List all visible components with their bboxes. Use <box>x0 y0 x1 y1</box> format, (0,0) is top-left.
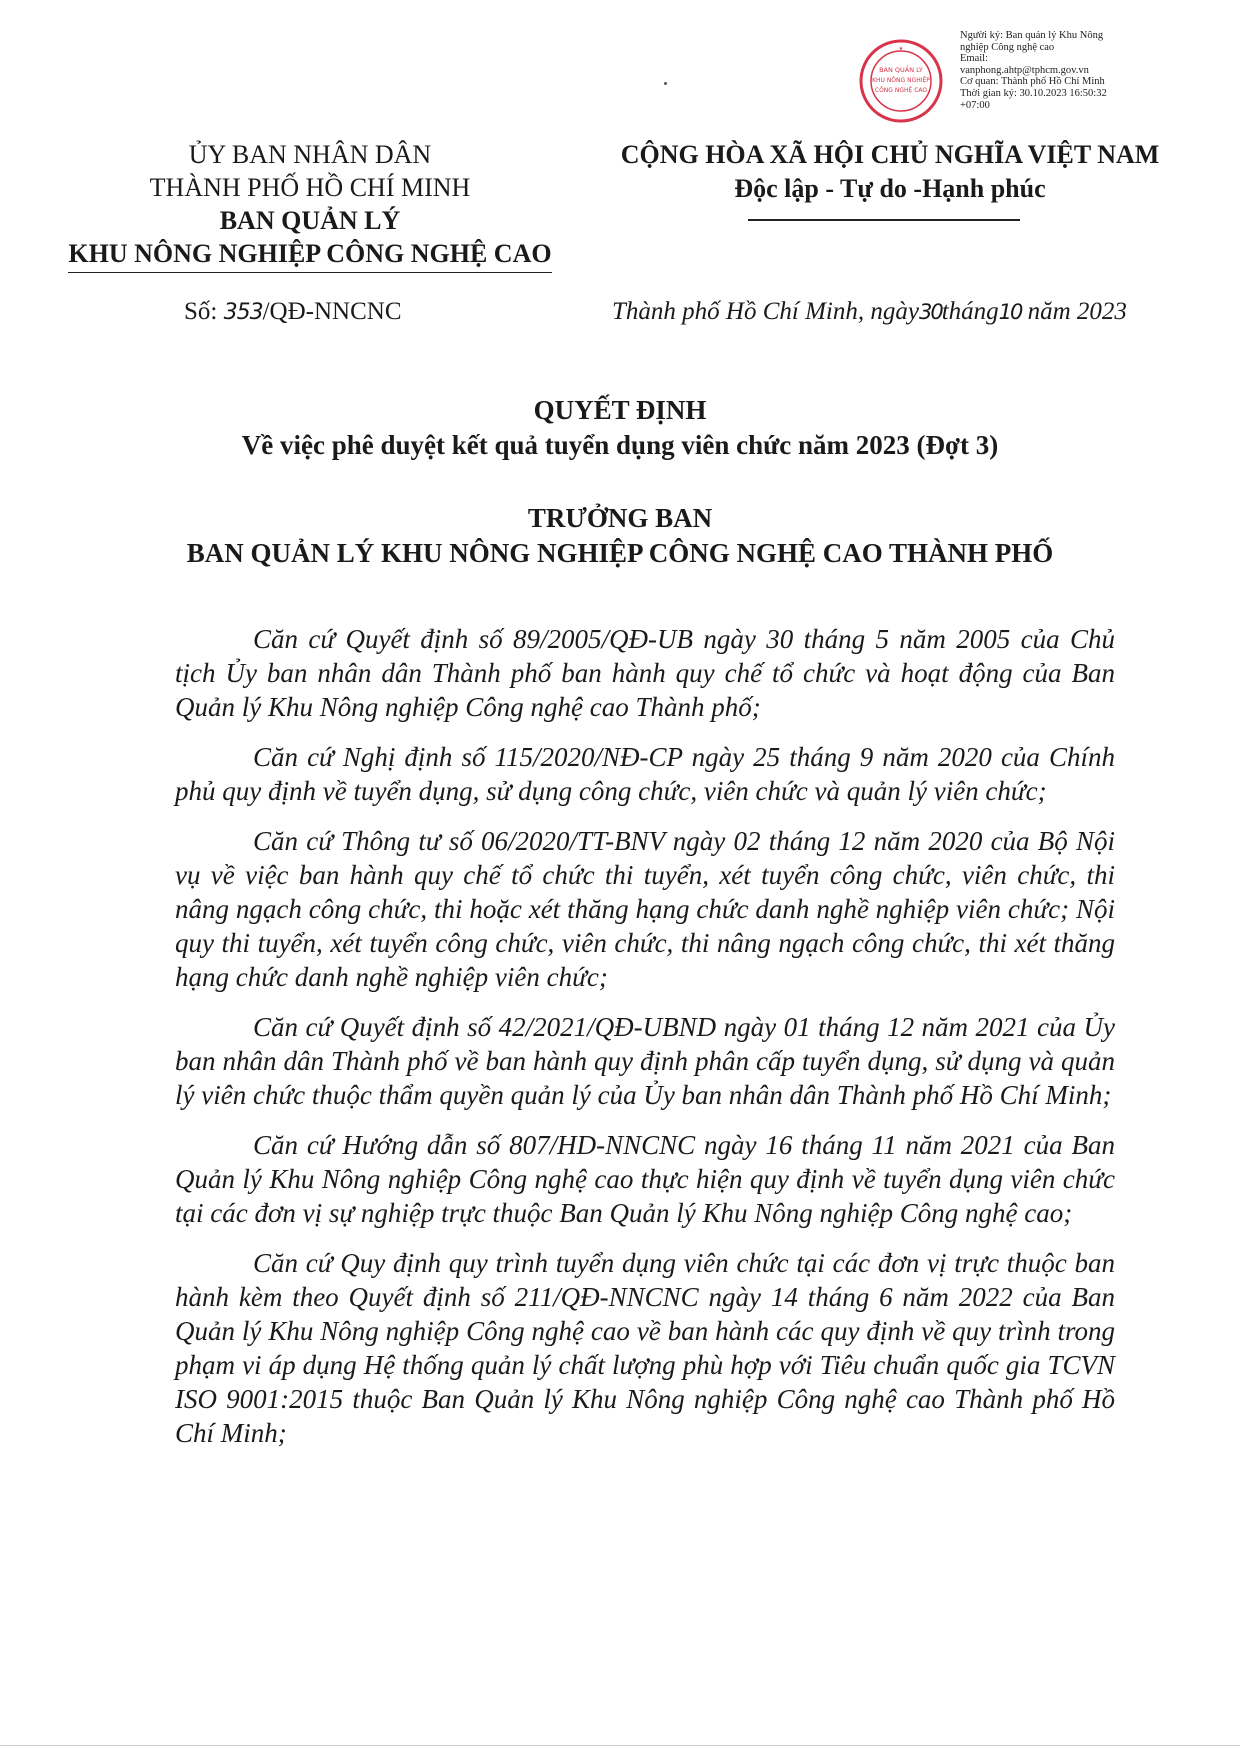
legal-basis-paragraph: Căn cứ Quyết định số 42/2021/QĐ-UBND ngày 01 tháng 12 năm 2021 của Ủy ban nhân dân Thành phố về ban hành quy định phân cấp tuyển dụng, sử dụng và quản lý viên chức thuộc thẩm quyền quản lý của Ủy ban nhân dân Thành phố Hồ Chí Minh; <box>175 1012 1115 1110</box>
digital-signature-info <box>960 30 1160 111</box>
signature-line: Thời gian ký: 30.10.2023 16:50:32 <box>960 87 1107 99</box>
date-part-1: Thành phố Hồ Chí Minh, ngày <box>612 298 919 325</box>
place-and-date <box>612 298 1127 326</box>
legal-basis-paragraph: Căn cứ Nghị định số 115/2020/NĐ-CP ngày 25 tháng 9 năm 2020 của Chính phủ quy định về tuyển dụng, sử dụng công chức, viên chức và quản lý viên chức; <box>175 742 1115 806</box>
page-bottom-edge <box>0 1745 1240 1746</box>
date-part-2: tháng <box>941 298 999 325</box>
issuing-agency-header <box>40 138 580 273</box>
signature-line: Người ký: Ban quản lý Khu Nông <box>960 30 1104 41</box>
svg-text:★: ★ <box>898 46 904 52</box>
agency-line-4: KHU NÔNG NGHIỆP CÔNG NGHỆ CAO <box>68 237 551 273</box>
signature-line: vanphong.ahtp@tphcm.gov.vn <box>960 64 1089 76</box>
country-name: CỘNG HÒA XÃ HỘI CHỦ NGHĨA VIỆT NAM <box>620 140 1160 169</box>
signature-line: Cơ quan: Thành phố Hồ Chí Minh <box>960 76 1105 88</box>
national-motto-header <box>590 138 1190 206</box>
legal-basis-paragraph: Căn cứ Quy định quy trình tuyển dụng viên chức tại các đơn vị trực thuộc ban hành kèm theo Quyết định số 211/QĐ-NNCNC ngày 14 tháng 6 năm 2022 của Ban Quản lý Khu Nông nghiệp Công nghệ cao về ban hành các quy định về quy trình trong phạm vi áp dụng Hệ thống quản lý chất lượng phù hợp với Tiêu chuẩn quốc gia TCVN ISO 9001:2015 thuộc Ban Quản lý Khu Nông nghiệp Công nghệ cao Thành phố Hồ Chí Minh; <box>175 1248 1115 1448</box>
authority-title-1: TRƯỞNG BAN <box>527 503 713 533</box>
legal-basis-section <box>175 622 1115 1466</box>
date-month: 10 <box>998 300 1022 324</box>
speck <box>664 82 667 85</box>
signature-line: nghiệp Công nghệ cao <box>960 41 1055 53</box>
svg-text:BAN QUẢN LÝ: BAN QUẢN LÝ <box>879 66 923 74</box>
date-part-3: năm 2023 <box>1021 298 1127 325</box>
signature-line: +07:00 <box>960 99 990 111</box>
official-seal-icon <box>858 38 944 124</box>
legal-basis-paragraph: Căn cứ Quyết định số 89/2005/QĐ-UB ngày 30 tháng 5 năm 2005 của Chủ tịch Ủy ban nhân dân Thành phố ban hành quy chế tổ chức và hoạt động của Ban Quản lý Khu Nông nghiệp Công nghệ cao Thành phố; <box>175 624 1115 722</box>
authority-title-2: BAN QUẢN LÝ KHU NÔNG NGHIỆP CÔNG NGHỆ CAO THÀNH PHỐ <box>186 538 1054 568</box>
legal-basis-paragraph: Căn cứ Thông tư số 06/2020/TT-BNV ngày 02 tháng 12 năm 2020 của Bộ Nội vụ về việc ban hành quy chế tổ chức thi tuyển, xét tuyển công chức, viên chức, thi nâng ngạch công chức, thi hoặc xét thăng hạng chức danh nghề nghiệp viên chức; Nội quy thi tuyển, xét tuyển công chức, viên chức, thi nâng ngạch công chức, thi xét thăng hạng chức danh nghề nghiệp viên chức; <box>175 826 1115 992</box>
document-number-prefix: Số: <box>184 298 224 325</box>
document-number-value: 353 <box>223 300 263 325</box>
agency-line-1: ỦY BAN NHÂN DÂN <box>188 140 432 169</box>
agency-line-2: THÀNH PHỐ HỒ CHÍ MINH <box>149 173 471 202</box>
document-subject: Về việc phê duyệt kết quả tuyển dụng viên chức năm 2023 (Đợt 3) <box>241 430 999 460</box>
svg-text:KHU NÔNG NGHIỆP: KHU NÔNG NGHIỆP <box>872 77 930 84</box>
signature-line: Email: <box>960 53 988 65</box>
document-number-suffix: /QĐ-NNCNC <box>262 298 402 325</box>
motto-underline <box>748 219 1020 221</box>
date-day: 30 <box>918 300 942 324</box>
agency-line-3: BAN QUẢN LÝ <box>219 206 401 235</box>
document-type-title: QUYẾT ĐỊNH <box>533 395 707 425</box>
svg-text:CÔNG NGHỆ CAO: CÔNG NGHỆ CAO <box>874 87 928 94</box>
legal-basis-paragraph: Căn cứ Hướng dẫn số 807/HD-NNCNC ngày 16 tháng 11 năm 2021 của Ban Quản lý Khu Nông nghiệp Công nghệ cao thực hiện quy định về tuyển dụng viên chức tại các đơn vị sự nghiệp trực thuộc Ban Quản lý Khu Nông nghiệp Công nghệ cao; <box>175 1130 1115 1228</box>
national-motto: Độc lập - Tự do -Hạnh phúc <box>734 174 1046 203</box>
document-number <box>184 298 402 326</box>
